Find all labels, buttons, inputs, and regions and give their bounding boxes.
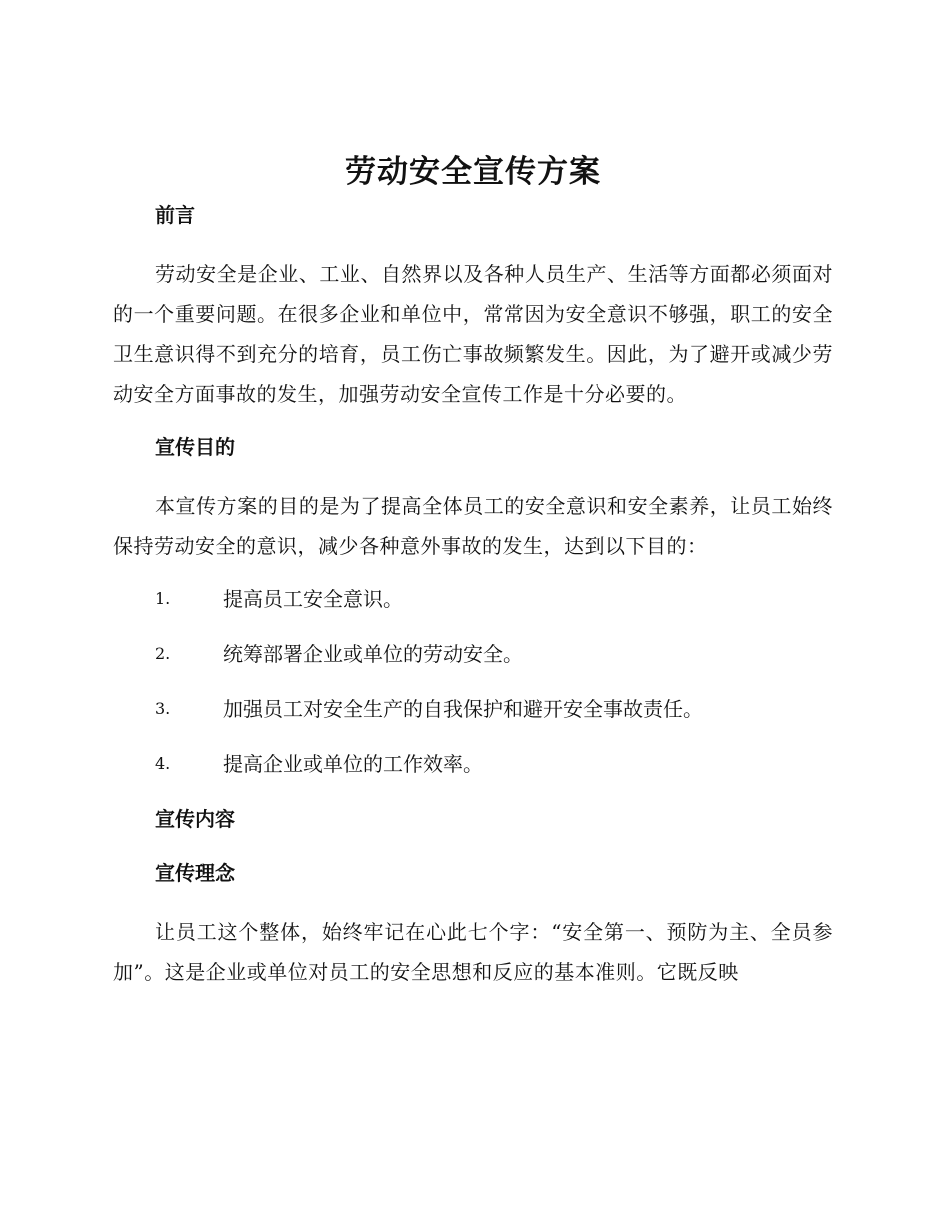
list-item	[113, 694, 833, 724]
list-item-number: 2.	[155, 644, 171, 663]
document-page	[113, 150, 833, 1010]
list-item-text: 统筹部署企业或单位的劳动安全。	[223, 642, 523, 666]
document-title: 劳动安全宣传方案	[345, 154, 601, 190]
paragraph-preface: 劳动安全是企业、工业、自然界以及各种人员生产、生活等方面都必须面对的一个重要问题。在很多企业和单位中，常常因为安全意识不够强，职工的安全卫生意识得不到充分的培育，员工伤亡事故频繁发生。因此，为了避开或减少劳动安全方面事故的发生，加强劳动安全宣传工作是十分必要的。	[113, 262, 833, 406]
list-item-number: 4.	[155, 754, 171, 773]
list-item-number: 1.	[155, 589, 171, 608]
section-heading-concept: 宣传理念	[155, 861, 235, 885]
paragraph-purpose: 本宣传方案的目的是为了提高全体员工的安全意识和安全素养，让员工始终保持劳动安全的意识，减少各种意外事故的发生，达到以下目的：	[113, 494, 833, 558]
section-heading-content: 宣传内容	[155, 807, 235, 831]
paragraph-concept: 让员工这个整体，始终牢记在心此七个字：“安全第一、预防为主、全员参加”。这是企业或单位对员工的安全思想和反应的基本准则。它既反映	[113, 920, 833, 984]
list-item	[113, 639, 833, 669]
list-item-text: 提高企业或单位的工作效率。	[223, 752, 483, 776]
list-item	[113, 584, 833, 614]
list-item-number: 3.	[155, 699, 171, 718]
section-heading-purpose: 宣传目的	[155, 435, 235, 459]
purpose-list	[113, 584, 833, 779]
list-item-text: 加强员工对安全生产的自我保护和避开安全事故责任。	[223, 697, 703, 721]
list-item	[113, 749, 833, 779]
section-heading-preface: 前言	[155, 203, 195, 227]
list-item-text: 提高员工安全意识。	[223, 587, 403, 611]
